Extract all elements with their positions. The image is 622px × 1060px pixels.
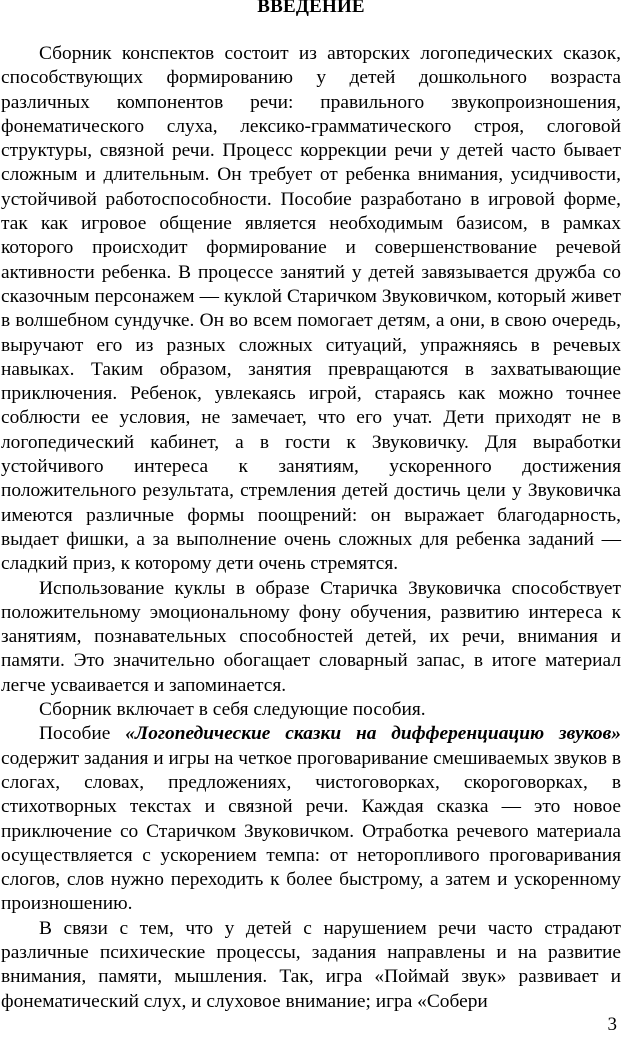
paragraph-collection-contents: Сборник включает в себя следующие пособия.: [39, 699, 426, 721]
page-title: ВВЕДЕНИЕ: [257, 0, 365, 17]
paragraph-intro: Сборник конспектов состоит из авторских логопедических сказок, способствующих формированию у детей дошкольного возраста различных компонентов речи: правильного звукопроизношения, фонематического слуха, лексико-грамматического строя, слоговой структуры, связной речи. Процесс коррекции речи у детей часто бывает сложным и длительным. Он требует от ребенка внимания, усидчивости, устойчивой работоспособности. Пособие разработано в игровой форме, так как игровое общение является необходимым базисом, в рамках которого происходит формирование и совершенствование речевой активности ребенка. В процессе занятий у детей завязывается дружба со сказочным персонажем — куклой Старичком Звуковичком, который живет в волшебном сундучке. Он во всем помогает детям, а они, в свою очередь, выручают его из разных сложных ситуаций, упражняясь в речевых навыках. Таким образом, занятия превращаются в захватывающие приключения. Ребенок, увлекаясь игрой, стараясь как можно точнее соблюсти ее условия, не замечает, что его учат. Дети приходят не в логопедический кабинет, а в гости к Звуковичку. Для выработки устойчивого интереса к занятиям, ускоренного достижения положительного результата, стремления детей достичь цели у Звуковичка имеются различные формы поощрений: он выражает благодарность, выдает фишки, а за выполнение очень сложных для ребенка заданий — сладкий приз, к которому дети очень стремятся.: [1, 43, 621, 575]
manual-title-emphasis: «Логопедические сказки на дифференциацию звуков»: [125, 723, 621, 745]
document-page: [1, 0, 621, 1060]
page-number: 3: [607, 1014, 617, 1035]
paragraph-continuation: содержит задания и игры на четкое проговаривание смешиваемых звуков в слогах, словах, предложениях, чистоговорках, скороговорках, в стихотворных текстах и связной речи. Каждая сказка — это новое приключение со Старичком Звуковичком. Отработка речевого материала осуществляется с ускорением темпа: от неторопливого проговаривания слогов, слов нужно переходить к более быстрому, а затем и ускоренному произношению.: [1, 747, 621, 915]
paragraph-lead: Пособие: [39, 723, 126, 745]
body-text: [1, 42, 621, 1014]
paragraph-puppet-usage: Использование куклы в образе Старичка Звуковичка способствует положительному эмоциональному фону обучения, развитию интереса к занятиям, познавательных способностей детей, их речи, внимания и памяти. Это значительно обогащает словарный запас, в итоге материал легче усваивается и запоминается.: [1, 577, 621, 696]
paragraph-psychological-processes: В связи с тем, что у детей с нарушением речи часто страдают различные психические процессы, задания направлены и на развитие внимания, памяти, мышления. Так, игра «Поймай звук» развивает и фонематический слух, и слуховое внимание; игра «Собери: [1, 917, 621, 1012]
paragraph-manual-description: [1, 722, 621, 916]
